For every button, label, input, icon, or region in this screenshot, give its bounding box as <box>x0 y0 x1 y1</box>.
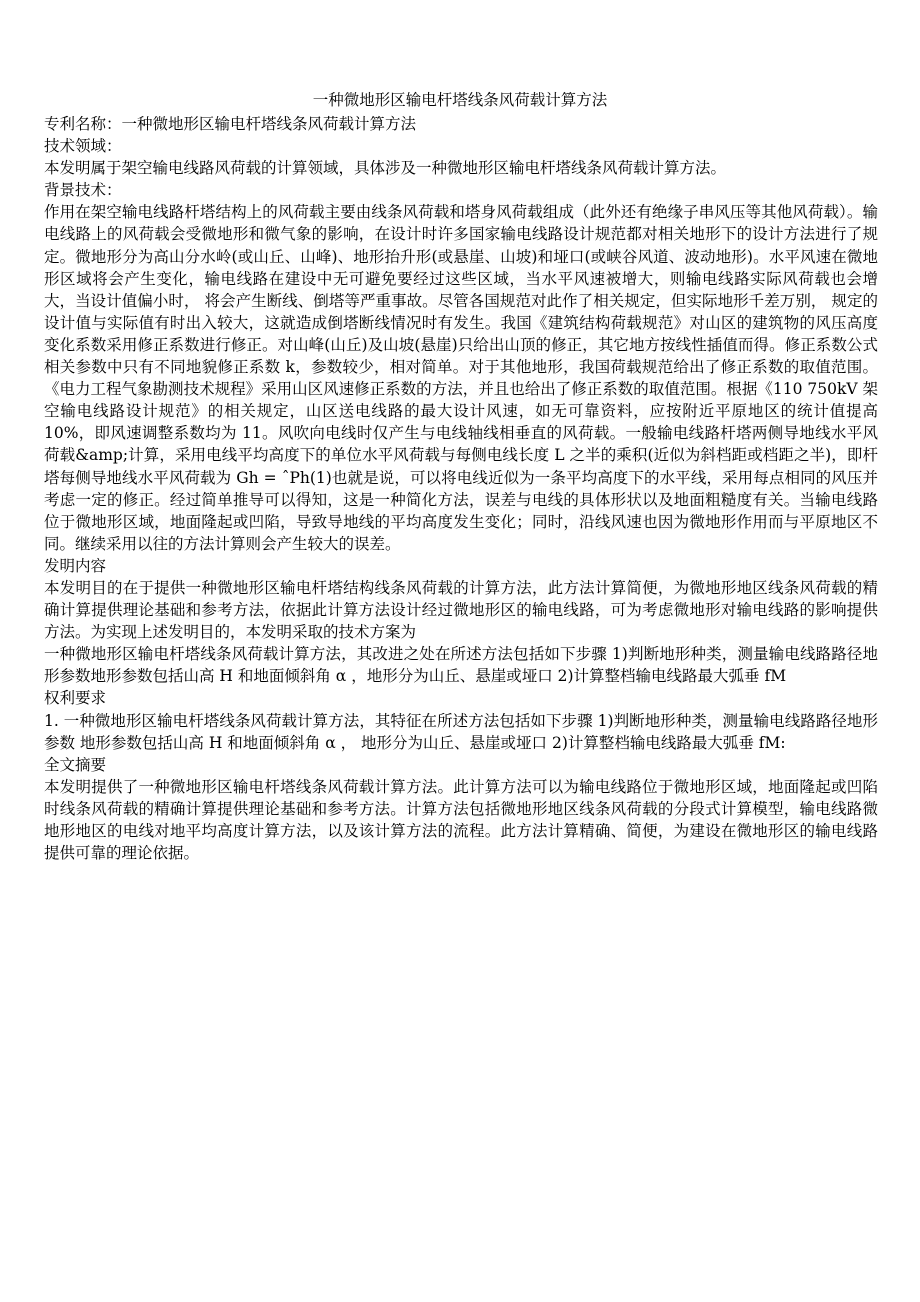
invention-text-2: 一种微地形区输电杆塔线条风荷载计算方法，其改进之处在所述方法包括如下步骤 1)判断地形种类，测量输电线路路径地形参数地形参数包括山高 H 和地面倾斜角 α ，地形分为山丘、悬崖或垭口 2)计算整档输电线路最大弧垂 fM <box>44 645 878 686</box>
invention-heading: 发明内容 <box>44 556 107 575</box>
claims-text: 1. 一种微地形区输电杆塔线条风荷载计算方法，其特征在所述方法包括如下步骤 1)判断地形种类，测量输电线路路径地形参数 地形参数包括山高 H 和地面倾斜角 α ， 地形分为山丘、悬崖或垭口 2)计算整档输电线路最大弧垂 fM: <box>44 711 878 752</box>
background-text: 作用在架空输电线路杆塔结构上的风荷载主要由线条风荷载和塔身风荷载组成（此外还有绝缘子串风压等其他风荷载）。输电线路上的风荷载会受微地形和微气象的影响，在设计时许多国家输电线路设计规范都对相关地形下的设计方法进行了规定。微地形分为高山分水岭(或山丘、山峰)、地形抬升形(或悬崖、山坡)和垭口(或峡谷风道、波动地形)。水平风速在微地形区域将会产生变化，输电线路在建设中无可避免要经过这些区域，当水平风速被增大，则输电线路实际风荷载也会增大，当设计值偏小时， 将会产生断线、倒塔等严重事故。尽管各国规范对此作了相关规定，但实际地形千差万别， 规定的设计值与实际值有时出入较大，这就造成倒塔断线情况时有发生。我国《建筑结构荷载规范》对山区的建筑物的风压高度变化系数采用修正系数进行修正。对山峰(山丘)及山坡(悬崖)只给出山顶的修正，其它地方按线性插值而得。修正系数公式相关参数中只有不同地貌修正系数 k，参数较少，相对简单。对于其他地形，我国荷载规范给出了修正系数的取值范围。《电力工程气象勘测技术规程》采用山区风速修正系数的方法，并且也给出了修正系数的取值范围。根据《110 750kV 架空输电线路设计规范》的相关规定，山区送电线路的最大设计风速，如无可靠资料，应按附近平原地区的统计值提高 10%，即风速调整系数均为 11。风吹向电线时仅产生与电线轴线相垂直的风荷载。一般输电线路杆塔两侧导地线水平风荷载&amp;计算，采用电线平均高度下的单位水平风荷载与每侧电线长度 L 之半的乘积(近似为斜档距或档距之半)，即杆塔每侧导地线水平风荷载为 Gh = ˆPh(1)也就是说，可以将电线近似为一条平均高度下的水平线，采用每点相同的风压并考虑一定的修正。经过简单推导可以得知，这是一种简化方法，误差与电线的具体形状以及地面粗糙度有关。当输电线路位于微地形区域，地面隆起或凹陷，导致导地线的平均高度发生变化；同时，沿线风速也因为微地形作用而与平原地区不同。继续采用以往的方法计算则会产生较大的误差。 <box>44 203 878 553</box>
invention-text: 本发明目的在于提供一种微地形区输电杆塔结构线条风荷载的计算方法，此方法计算简便，为微地形地区线条风荷载的精确计算提供理论基础和参考方法，依据此计算方法设计经过微地形区的输电线路，可为考虑微地形对输电线路的影响提供方法。为实现上述发明目的，本发明采取的技术方案为 <box>44 578 878 642</box>
tech-field-text: 本发明属于架空输电线路风荷载的计算领域，具体涉及一种微地形区输电杆塔线条风荷载计算方法。 <box>44 159 727 178</box>
abstract-heading: 全文摘要 <box>44 755 107 774</box>
patent-name: 专利名称：一种微地形区输电杆塔线条风荷载计算方法 <box>44 115 417 133</box>
document-title: 一种微地形区输电杆塔线条风荷载计算方法 <box>312 91 608 109</box>
claims-heading: 权利要求 <box>44 689 107 708</box>
background-heading: 背景技术： <box>44 181 122 200</box>
tech-field-heading: 技术领域： <box>44 137 122 156</box>
document-body <box>44 113 878 864</box>
abstract-text: 本发明提供了一种微地形区输电杆塔线条风荷载计算方法。此计算方法可以为输电线路位于微地形区域，地面隆起或凹陷时线条风荷载的精确计算提供理论基础和参考方法。计算方法包括微地形地区线条风荷载的分段式计算模型，输电线路微地形地区的电线对地平均高度计算方法，以及该计算方法的流程。此方法计算精确、简便，为建设在微地形区的输电线路提供可靠的理论依据。 <box>44 777 878 863</box>
